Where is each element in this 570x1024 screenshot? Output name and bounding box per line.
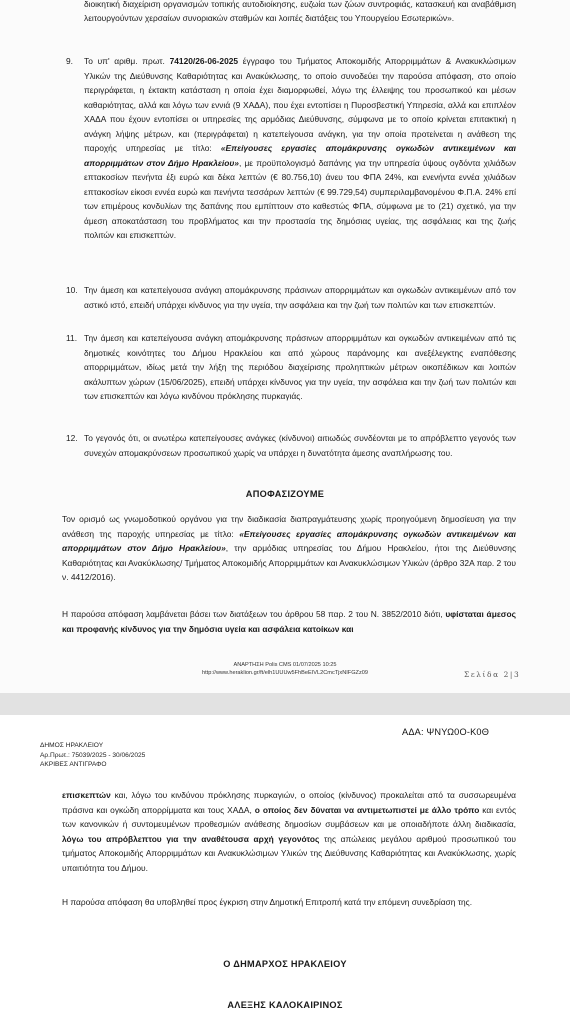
- header-true-copy: ΑΚΡΙΒΕΣ ΑΝΤΙΓΡΑΦΟ: [40, 761, 107, 769]
- header-municipality: ΔΗΜΟΣ ΗΡΑΚΛΕΙΟΥ: [40, 742, 104, 749]
- protocol-number: 74120/26-06-2025: [169, 56, 239, 66]
- item-10-paragraph: Την άμεση και κατεπείγουσα ανάγκη απομάκρυνσης πράσινων απορριμμάτων και ογκωδών αντικειμένων από τον αστικό ιστό, επειδή υπάρχει κίνδυνος για την υγεία, την ασφάλεια και την ζωή των πολιτών και των επισκεπτών.: [84, 285, 516, 310]
- item-9-number: 9.: [66, 56, 73, 66]
- mayor-title: Ο ΔΗΜΑΡΧΟΣ ΗΡΑΚΛΕΙΟΥ: [223, 959, 347, 969]
- decision-paragraph: Τον ορισμό ως γνωμοδοτικού οργάνου για την διαδικασία διαπραγμάτευσης χωρίς προηγούμενη δημοσίευση για την ανάθεση της παροχής υπηρεσίας με τίτλο: «Επείγουσες εργασίες απομάκρυνσης ογκωδών αντικειμένων και απορριμμάτων στον Δήμο Ηρακλείου», την αρμόδιας υπηρεσίας του Δήμου Ηρακλείου, ήτοι της Διεύθυνσης Καθαριότητας και Ανακύκλωσης/ Τμήματος Αποκομιδής Απορριμμάτων και Ανακυκλώσιμων Υλικών (άρθρο 32Α παρ. 2 του ν. 4412/2016).: [62, 514, 517, 582]
- intro-tail-paragraph: διοικητική διαχείριση οργανισμών τοπικής αυτοδιοίκησης, ευζωία των ζώων συντροφιάς, κατασκευή και αναβάθμιση λειτουργούντων χερσαίων συνοριακών σταθμών και λοιπές διατάξεις του Υπουργείου Εσωτερικών».: [84, 0, 516, 23]
- decision-service-title: «Επείγουσες εργασίες απομάκρυνσης ογκωδών αντικειμένων και απορριμμάτων στον Δήμο Ηρακλείου»: [62, 528, 517, 553]
- header-protocol: Αρ.Πρωτ.: 75039/2025 - 30/06/2025: [40, 751, 146, 759]
- legal-basis-paragraph: Η παρούσα απόφαση λαμβάνεται βάσει των διατάξεων του άρθρου 58 παρ. 2 του Ν. 3852/2010 διότι, υφίσταται άμεσος και προφανής κίνδυνος για την δημόσια υγεία και ασφάλεια κατοίκων και: [62, 609, 517, 634]
- item-10-number: 10.: [66, 285, 78, 295]
- document-header: [40, 741, 145, 770]
- decision-heading: ΑΠΟΦΑΣΙΖΟΥΜΕ: [245, 489, 325, 499]
- item-12-paragraph: Το γεγονός ότι, οι ανωτέρω κατεπείγουσες ανάγκες (κίνδυνοι) αιτιωδώς συνδέονται με το απρόβλεπτο γεγονός των συνεχών απομακρύνσεων προσωπικού χωρίς να υπάρχει η δυνατότητα άμεσης αναπλήρωσης του.: [84, 433, 516, 458]
- page-number: Σελίδα 2|3: [464, 670, 521, 679]
- mayor-name: ΑΛΕΞΗΣ ΚΑΛΟΚΑΙΡΙΝΟΣ: [227, 1000, 343, 1010]
- item-12-number: 12.: [66, 433, 78, 443]
- item-11-paragraph: Την άμεση και κατεπείγουσα ανάγκη απομάκρυνσης πράσινων απορριμμάτων και ογκωδών αντικειμένων από τις δημοτικές κοινότητες του Δήμου Ηρακλείου και από χώρους παράνομης και ανεξέλεγκτης εναπόθεσης απορριμμάτων, ιδίως μετά την λήξη της περιόδου διαχείρισης προληπτικών μέτρων οικοπέδικων και λοιπών ακάλυπτων χώρων (15/06/2025), επειδή υπάρχει κίνδυνος για την υγεία, την ασφάλεια και την ζωή των πολιτών και των επισκεπτών και λόγω κινδύνου πρόκλησης πυρκαγιάς.: [84, 333, 516, 401]
- item-9-paragraph: Το υπ' αριθμ. πρωτ. 74120/26-06-2025 έγγραφο του Τμήματος Αποκομιδής Απορριμμάτων & Ανακυκλώσιμων Υλικών της Διεύθυνσης Καθαριότητας και Ανακύκλωσης, το οποίο συνοδεύει την παρούσα απόφαση, στο οποίο περιγράφεται, η έκτακτη κατάσταση η οποία έχει διαμορφωθεί, λόγω της έλλειψης του προσωπικού και μέσων καθαριότητας, αλλά και λόγω των εννιά (9 ΧΑΔΑ), που έχει εντοπίσει η Πυροσβεστική Υπηρεσία, αλλά και επιπλέον ΧΑΔΑ που έχουν εντοπίσει οι υπηρεσίες της αρμόδιας Διεύθυνσης, σύμφωνα με το οποίο κρίνεται επιτακτική η ανάγκη λήψης μέτρων, και (περιγράφεται) η κατεπείγουσα ανάγκη, για την οποία προτείνεται η ανάθεση της παροχής υπηρεσίας με τίτλο: «Επείγουσες εργασίες απομάκρυνσης ογκωδών αντικειμένων και απορριμμάτων στον Δήμο Ηρακλείου», με προϋπολογισμό δαπάνης για την υπηρεσία ύψους ογδόντα χιλιάδων επτακοσίων πενήντα έξι ευρώ και δέκα λεπτών (€ 80.756,10) άνευ του ΦΠΑ 24%, και ενενήντα εννέα χιλιάδων επτακοσίων είκοσι εννέα ευρώ και πενήντα τεσσάρων λεπτών (€ 99.729,54) συμπεριλαμβανομένου Φ.Π.Α. 24% επί των επιμέρους κονδυλίων της δαπάνης που εμπίπτουν στο καθεστώς ΦΠΑ, σύμφωνα με το (21) σχετικό, για την άμεση αποκατάσταση του προβλήματος και την προστασία της δημόσιας υγείας, της ασφάλειας και της ζωής πολιτών και επισκεπτών.: [84, 56, 516, 240]
- continuation-paragraph: επισκεπτών και, λόγω του κινδύνου πρόκλησης πυρκαγιών, ο οποίος (κίνδυνος) προκαλείται από τα συσσωρευμένα πράσινα και ογκώδη απορρίμματα και τους ΧΑΔΑ, ο οποίος δεν δύναται να αντιμετωπιστεί με άλλο τρόπο και εντός των κανονικών ή συντομευμένων προθεσμιών ανάθεσης δημοσίων συμβάσεων και με οποιαδήποτε άλλη διαδικασία, λόγω του απρόβλεπτου για την αναθέτουσα αρχή γεγονότος της απώλειας μεγάλου αριθμού προσωπικού του τμήματος Αποκομιδής Απορριμμάτων και Ανακυκλώσιμων Υλικών της Διεύθυνσης Καθαριότητας και Ανακύκλωσης, χωρίς υπαιτιότητα του Δήμου.: [62, 790, 516, 873]
- page-separator: [0, 693, 570, 715]
- publication-stamp: ΑΝΑΡΤΗΣΗ Polis CMS 01/07/2025 10:25 http://www.heraklion.gr/ft/elh1UUUw5FhBeEIVL2CmcTjxNIFGZz09: [201, 662, 368, 676]
- ada-code: ΑΔΑ: ΨΝΥΩ0Ο-Κ0Θ: [402, 727, 490, 737]
- approval-paragraph: Η παρούσα απόφαση θα υποβληθεί προς έγκριση στην Δημοτική Επιτροπή κατά την επόμενη συνεδρίαση της.: [62, 897, 473, 907]
- service-title: «Επείγουσες εργασίες απομάκρυνσης ογκωδών αντικειμένων και απορριμμάτων στον Δήμο Ηρακλείου»: [84, 143, 516, 168]
- item-11-number: 11.: [66, 333, 78, 343]
- document-page-3: [0, 715, 570, 1024]
